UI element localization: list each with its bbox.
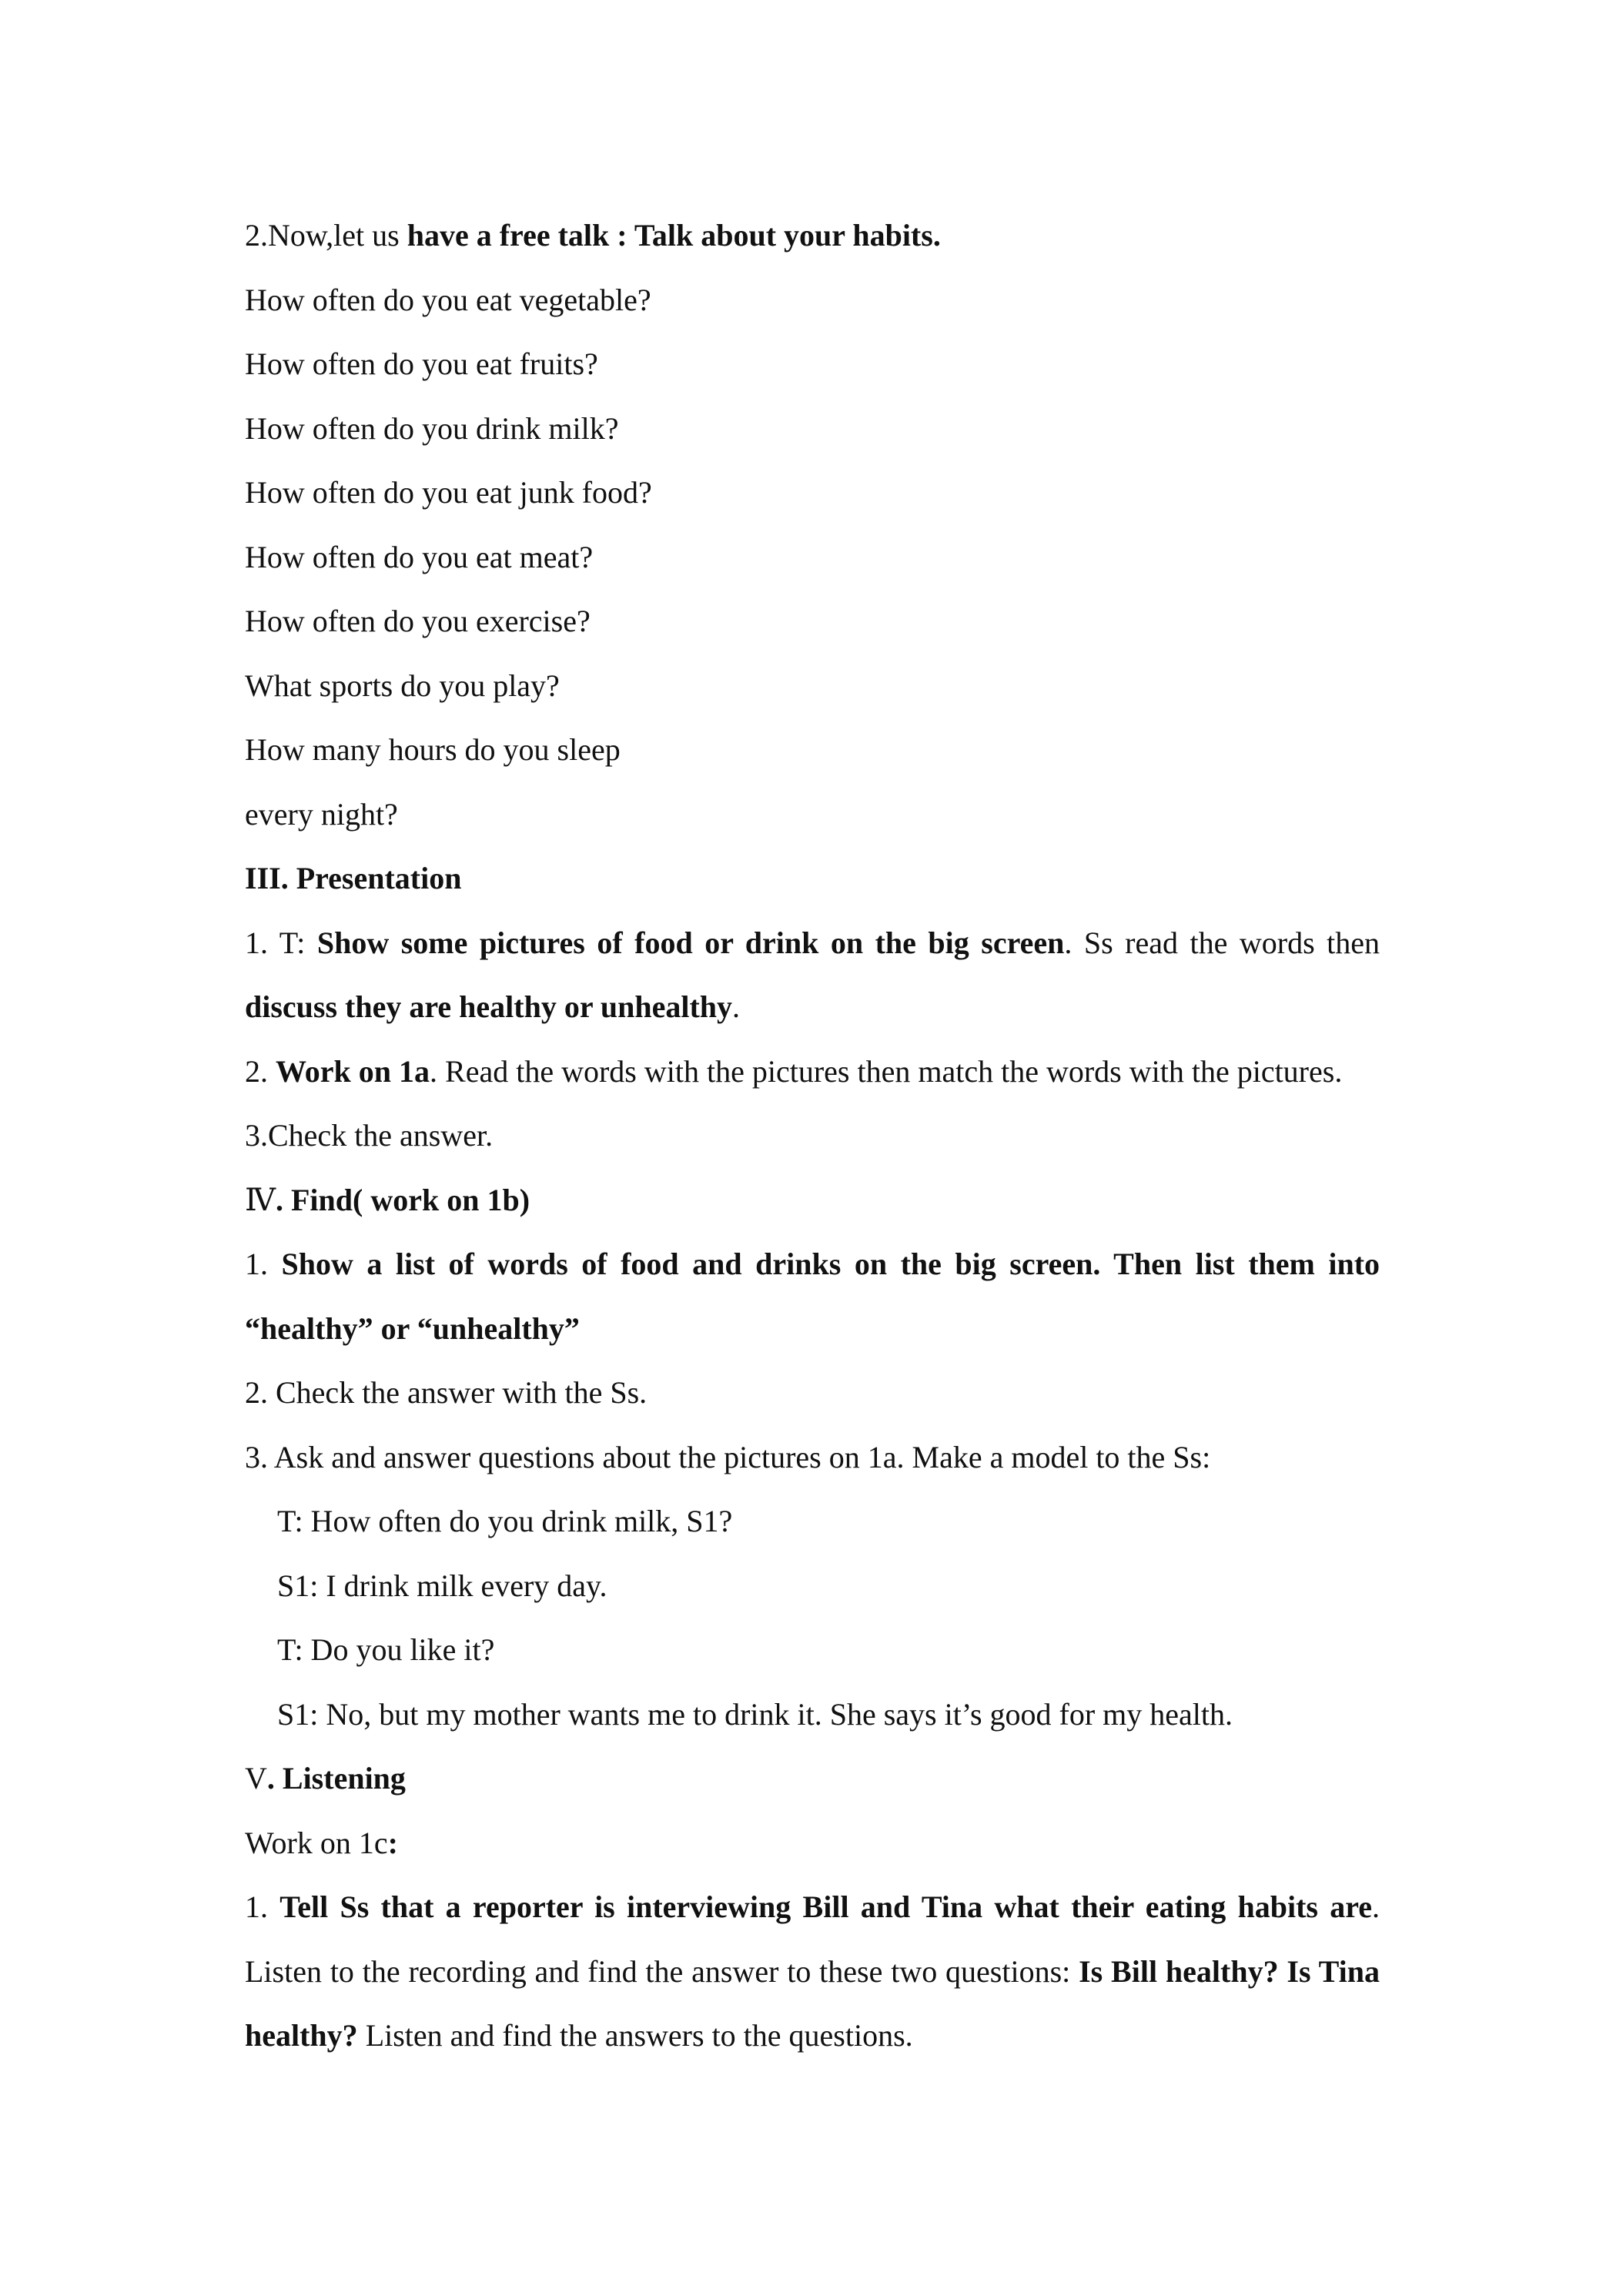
find-heading: Ⅳ. Find( work on 1b) [245, 1182, 530, 1217]
document-page [245, 203, 1380, 2068]
intro-number: 2.Now,let us [245, 218, 407, 253]
question-line: How often do you eat junk food? [245, 475, 652, 510]
question-line: How often do you eat meat? [245, 539, 594, 574]
dialogue-line: T: Do you like it? [277, 1632, 495, 1667]
question-line: How often do you exercise? [245, 604, 591, 638]
question-line: How often do you eat vegetable? [245, 282, 651, 317]
question-line: every night? [245, 796, 398, 832]
dialogue-line: T: How often do you drink milk, S1? [277, 1504, 733, 1538]
listening-work-on: Work on 1c: [245, 1825, 398, 1860]
question-line: How many hours do you sleep [245, 732, 621, 767]
question-line: How often do you drink milk? [245, 410, 619, 446]
find-item-3: 3. Ask and answer questions about the pictures on 1a. Make a model to the Ss: [245, 1439, 1211, 1474]
find-item-2: 2. Check the answer with the Ss. [245, 1375, 648, 1410]
dialogue-line: S1: No, but my mother wants me to drink it. She says it’s good for my health. [277, 1696, 1233, 1732]
question-line: How often do you eat fruits? [245, 346, 598, 381]
find-item-1: 1. Show a list of words of food and drinks on the big screen. Then list them into “healthy” or “unhealthy” [245, 1247, 1380, 1346]
intro-line [245, 203, 1380, 268]
intro-bold: have a free talk : Talk about your habits. [407, 218, 941, 253]
presentation-item-3: 3.Check the answer. [245, 1118, 494, 1153]
presentation-heading: III. Presentation [245, 861, 462, 895]
presentation-item-1: 1. T: Show some pictures of food or drink on the big screen. Ss read the words then discuss they are healthy or unhealthy. [245, 925, 1380, 1024]
question-line: What sports do you play? [245, 668, 560, 703]
listening-heading: V. Listening [245, 1761, 406, 1796]
dialogue-line: S1: I drink milk every day. [277, 1568, 607, 1603]
presentation-item-2: 2. Work on 1a. Read the words with the pictures then match the words with the pictures. [245, 1053, 1343, 1089]
listening-item-1: 1. Tell Ss that a reporter is interviewing Bill and Tina what their eating habits are. Listen to the recording and find the answer to these two questions: Is Bill healthy? Is Tina healthy? Listen and find the answers to the questions. [245, 1889, 1380, 2053]
